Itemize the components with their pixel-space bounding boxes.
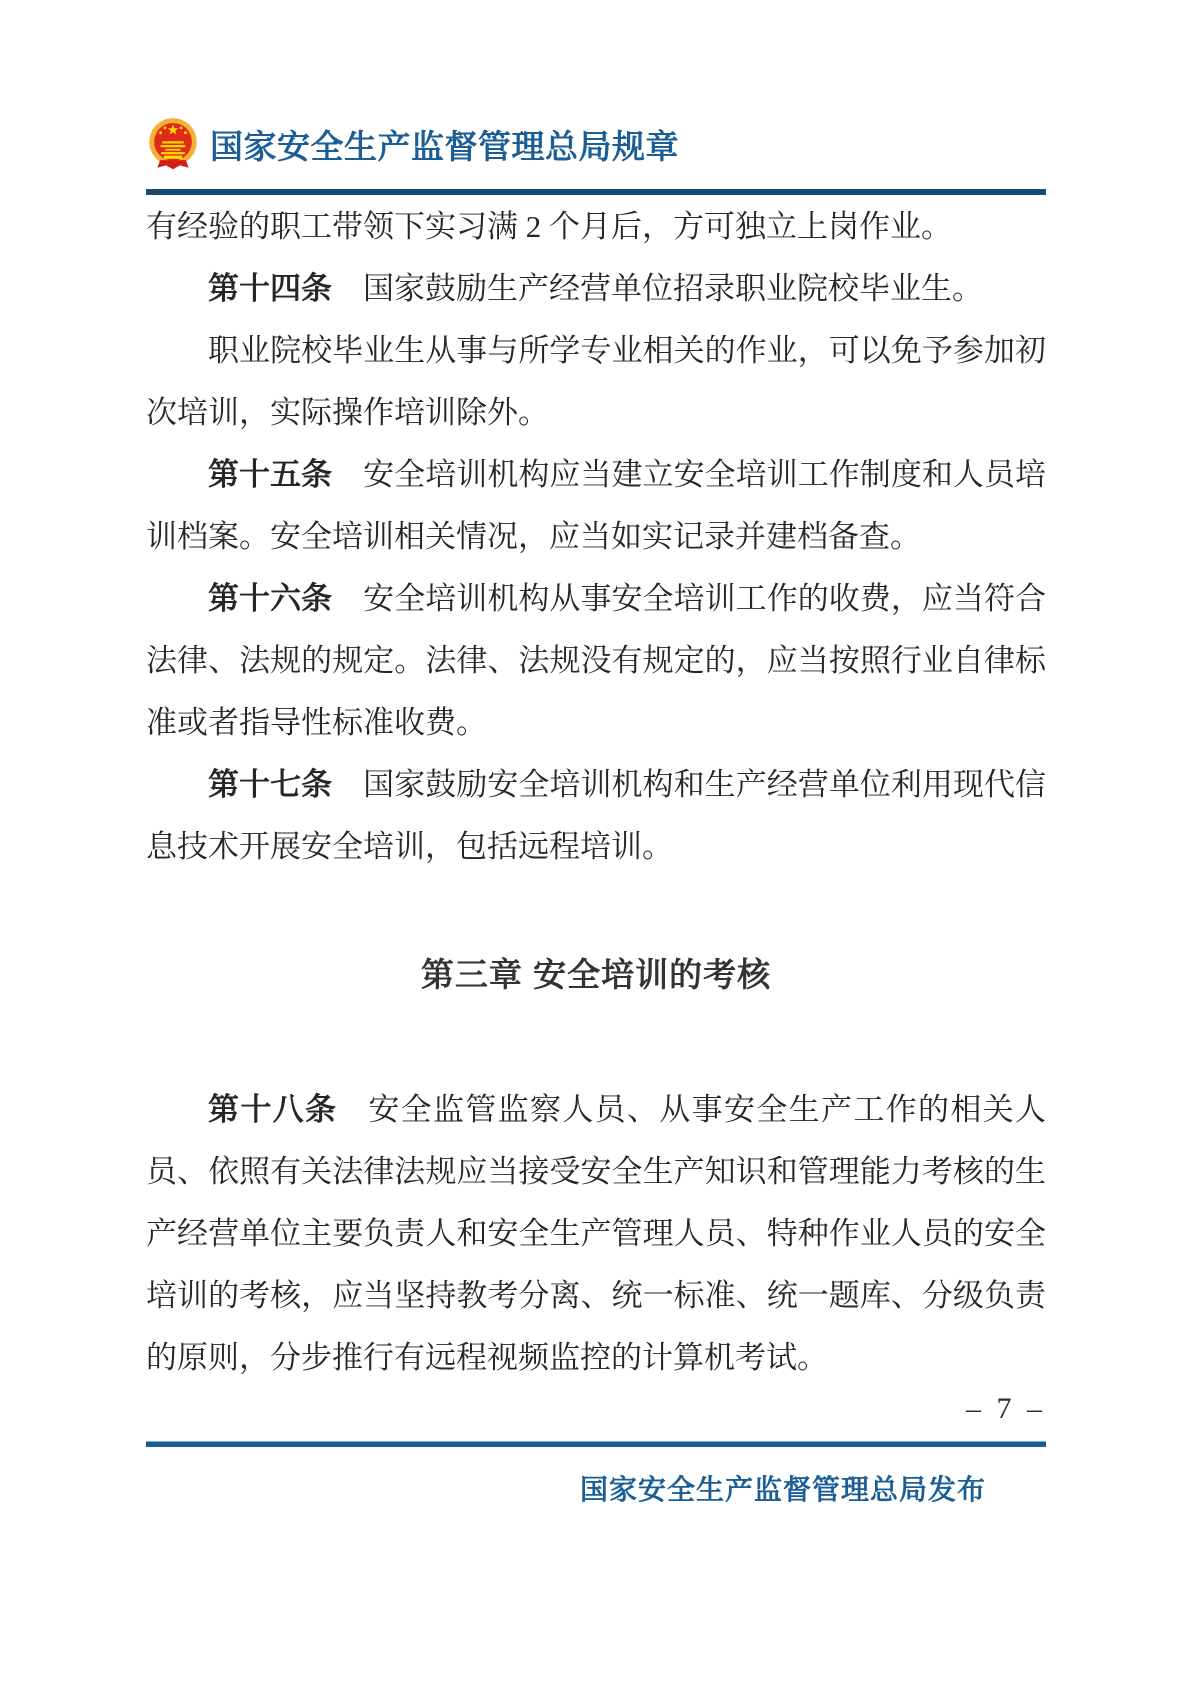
china-national-emblem-icon bbox=[146, 116, 200, 172]
footer-publisher: 国家安全生产监督管理总局发布 bbox=[579, 1475, 986, 1506]
chapter-heading: 第三章 安全培训的考核 bbox=[420, 956, 772, 993]
article-16-number: 第十六条 bbox=[208, 581, 333, 616]
article-18 bbox=[146, 1079, 1046, 1389]
paragraph-graduates: 职业院校毕业生从事与所学专业相关的作业，可以免予参加初次培训，实际操作培训除外。 bbox=[146, 333, 1046, 430]
article-15 bbox=[146, 444, 1046, 568]
header-rule bbox=[146, 189, 1046, 195]
document-header bbox=[146, 116, 679, 172]
document-body bbox=[146, 196, 1046, 1389]
article-14 bbox=[146, 258, 1046, 320]
page-number: – 7 – bbox=[966, 1392, 1046, 1425]
article-14-number: 第十四条 bbox=[208, 271, 332, 306]
article-15-text: 安全培训机构应当建立安全培训工作制度和人员培训档案。安全培训相关情况，应当如实记录并建档备查。 bbox=[146, 457, 1047, 554]
article-17 bbox=[146, 754, 1046, 878]
article-15-number: 第十五条 bbox=[208, 457, 333, 492]
article-17-text: 国家鼓励安全培训机构和生产经营单位利用现代信息技术开展安全培训，包括远程培训。 bbox=[146, 767, 1047, 864]
footer-rule bbox=[146, 1441, 1046, 1447]
paragraph-continuation: 有经验的职工带领下实习满 2 个月后，方可独立上岗作业。 bbox=[146, 209, 952, 244]
article-18-number: 第十八条 bbox=[208, 1092, 338, 1127]
article-14-text: 国家鼓励生产经营单位招录职业院校毕业生。 bbox=[363, 271, 983, 306]
article-16 bbox=[146, 568, 1046, 754]
article-16-text: 安全培训机构从事安全培训工作的收费，应当符合法律、法规的规定。法律、法规没有规定的，应当按照行业自律标准或者指导性标准收费。 bbox=[146, 581, 1047, 740]
article-17-number: 第十七条 bbox=[208, 767, 333, 802]
document-title: 国家安全生产监督管理总局规章 bbox=[210, 129, 679, 166]
article-18-text: 安全监管监察人员、从事安全生产工作的相关人员、依照有关法律法规应当接受安全生产知识和管理能力考核的生产经营单位主要负责人和安全生产管理人员、特种作业人员的安全培训的考核，应当坚持教考分离、统一标准、统一题库、分级负责的原则，分步推行有远程视频监控的计算机考试。 bbox=[146, 1092, 1047, 1375]
